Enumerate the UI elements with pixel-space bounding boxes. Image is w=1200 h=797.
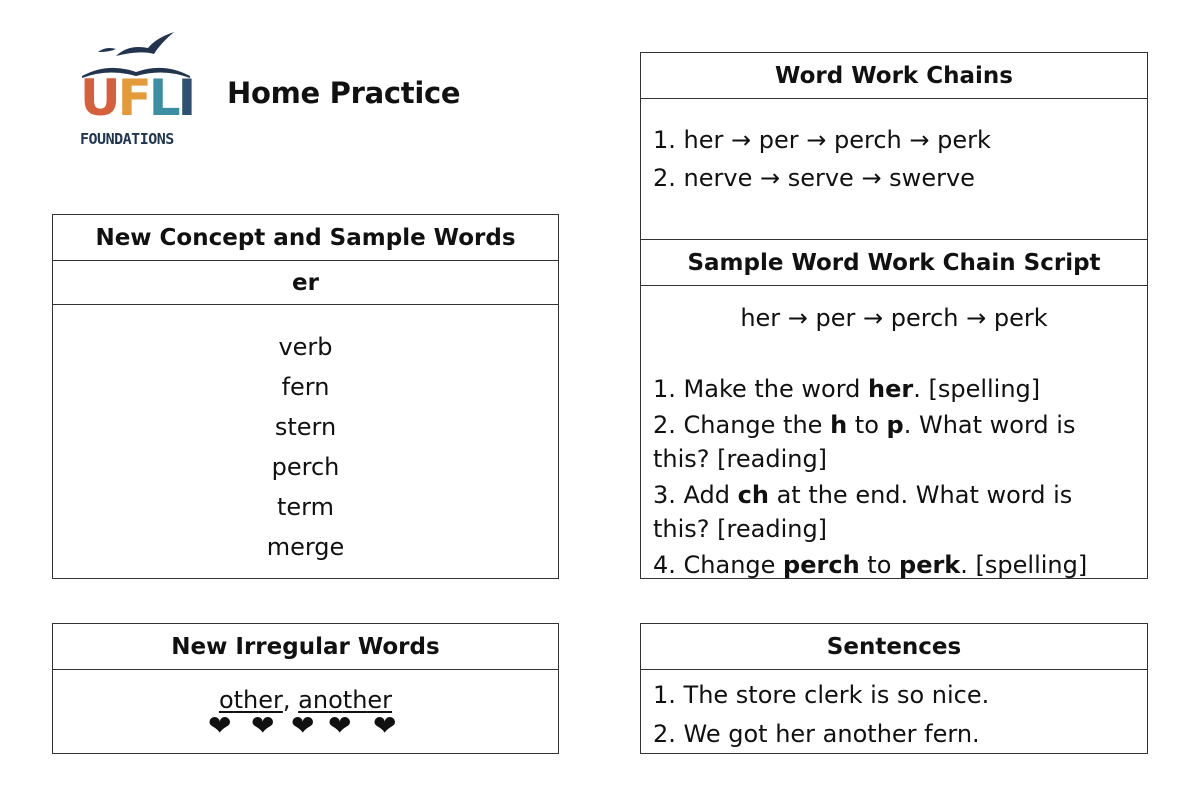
heart-icon: ❤	[208, 709, 232, 742]
heart-icon: ❤	[373, 709, 397, 742]
script-step: 2. Change the h to p. What word is this? [reading]	[653, 411, 1076, 473]
sample-word: perch	[271, 453, 340, 481]
chain-script-header: Sample Word Work Chain Script	[641, 240, 1147, 286]
sample-word: merge	[266, 533, 345, 561]
word-work-chains-box	[640, 52, 1148, 579]
chain-item: 1. her → per → perch → perk	[653, 126, 991, 154]
word-work-chains-header: Word Work Chains	[641, 53, 1147, 99]
sentences-header: Sentences	[641, 624, 1147, 670]
sentences-box	[640, 623, 1148, 754]
heart-markers	[53, 709, 560, 744]
new-concept-box	[52, 214, 559, 579]
ufli-wordmark: UFLI	[80, 69, 194, 127]
sentence-list	[641, 670, 1147, 754]
heart-icon: ❤	[251, 709, 275, 742]
sentence-item: 1. The store clerk is so nice.	[653, 681, 990, 709]
irregular-words-header: New Irregular Words	[53, 624, 558, 670]
sample-word: verb	[278, 333, 333, 361]
sample-word: term	[277, 493, 334, 521]
sample-word: fern	[281, 373, 330, 401]
irregular-words-box	[52, 623, 559, 754]
birds-icon	[96, 30, 176, 60]
word-separator: ,	[282, 686, 299, 714]
heart-icon: ❤	[328, 709, 352, 742]
script-steps	[641, 336, 1147, 582]
irregular-word-another: another	[298, 686, 393, 714]
logo-subtitle: FOUNDATIONS	[80, 130, 174, 148]
script-step: 1. Make the word her. [spelling]	[653, 375, 1041, 403]
chain-list	[641, 99, 1147, 240]
concept-pattern: er	[53, 261, 558, 305]
irregular-word-other: other	[218, 686, 283, 714]
irregular-word-list	[53, 670, 558, 714]
heart-icon: ❤	[291, 709, 315, 742]
script-step: 4. Change perch to perk. [spelling]	[653, 551, 1088, 579]
sample-word: stern	[274, 413, 337, 441]
chain-item: 2. nerve → serve → swerve	[653, 164, 975, 192]
script-chain: her → per → perch → perk	[740, 304, 1048, 332]
sentence-item: 2. We got her another fern.	[653, 720, 980, 748]
script-step: 3. Add ch at the end. What word is this? [reading]	[653, 481, 1073, 543]
new-concept-header: New Concept and Sample Words	[53, 215, 558, 261]
page-title: Home Practice	[227, 76, 461, 110]
sample-word-list	[53, 305, 558, 567]
ufli-logo	[78, 30, 194, 150]
